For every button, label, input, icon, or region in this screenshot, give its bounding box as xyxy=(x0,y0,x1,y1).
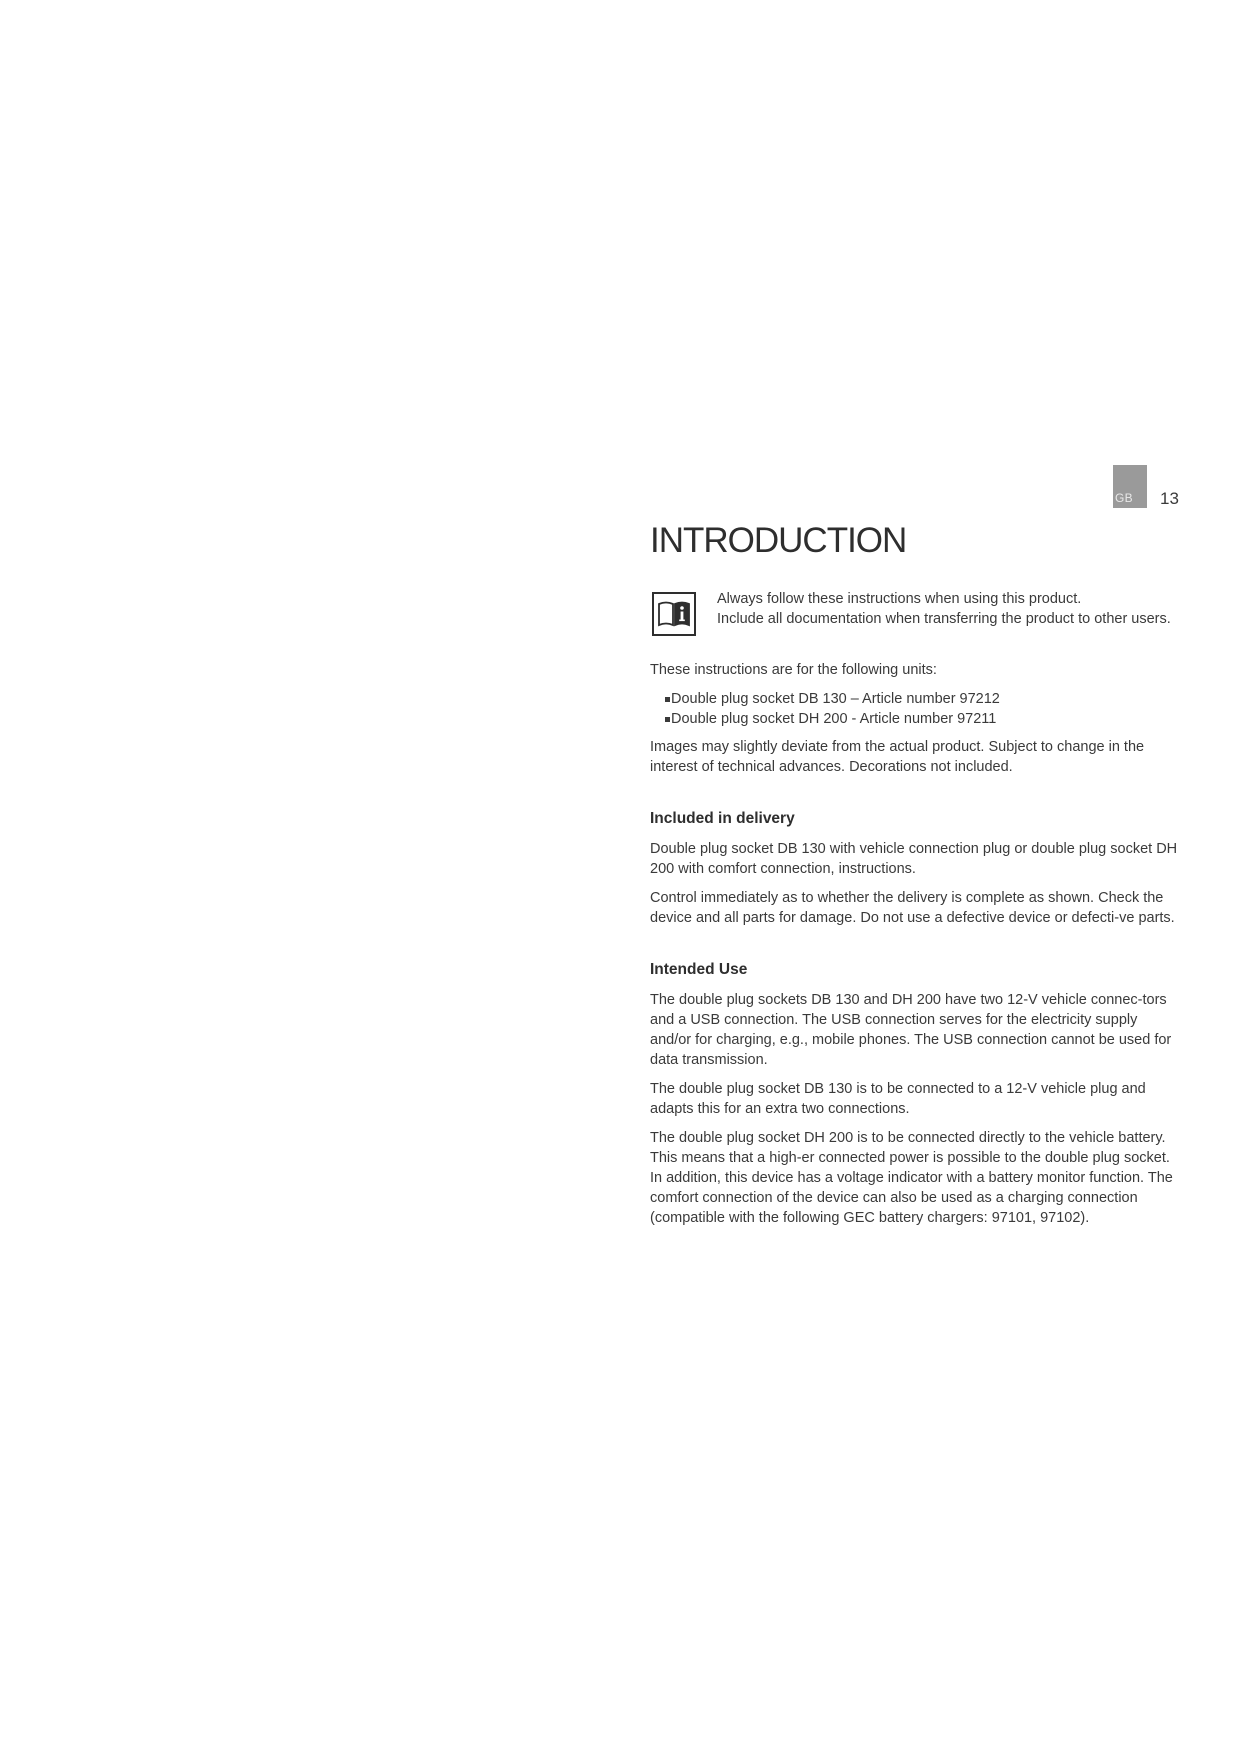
delivery-heading: Included in delivery xyxy=(650,810,795,827)
language-tab-label: GB xyxy=(1115,491,1133,505)
units-lead: These instructions are for the following units: xyxy=(650,662,937,678)
info-manual-icon xyxy=(652,592,696,636)
page-content xyxy=(650,520,1182,1237)
unit-item-text: Double plug socket DB 130 – Article number 97212 xyxy=(671,691,1000,707)
intended-use-paragraph-2: The double plug socket DB 130 is to be connected to a 12-V vehicle plug and adapts this for an extra two connections. xyxy=(650,1081,1146,1117)
bullet-icon xyxy=(665,717,670,722)
language-tab xyxy=(1113,465,1147,508)
intended-use-paragraph-3: The double plug socket DH 200 is to be connected directly to the vehicle battery. This means that a high-er connected power is possible to the double plug socket. In addition, this device has a voltage indicator with a battery monitor function. The comfort connection of the device can also be used as a charging connection (compatible with the following GEC battery chargers: 97101, 97102). xyxy=(650,1130,1173,1226)
units-list xyxy=(650,689,1182,729)
note-line-1: Always follow these instructions when using this product. xyxy=(717,591,1082,607)
intended-use-paragraph-1: The double plug sockets DB 130 and DH 200 have two 12-V vehicle connec-tors and a USB connection. The USB connection serves for the electricity supply and/or for charging, e.g., mobile phones. The USB connection cannot be used for data transmission. xyxy=(650,992,1172,1068)
intended-use-heading: Intended Use xyxy=(650,961,748,978)
disclaimer: Images may slightly deviate from the actual product. Subject to change in the interest of technical advances. Decorations not included. xyxy=(650,739,1145,775)
page-number: 13 xyxy=(1160,489,1179,508)
delivery-paragraph-2: Control immediately as to whether the delivery is complete as shown. Check the device and all parts for damage. Do not use a defective device or defecti-ve parts. xyxy=(650,890,1175,926)
instructions-note xyxy=(650,589,1182,649)
unit-item-text: Double plug socket DH 200 - Article number 97211 xyxy=(671,711,997,727)
page-title: INTRODUCTION xyxy=(650,521,907,560)
list-item xyxy=(666,709,1182,729)
bullet-icon xyxy=(665,697,670,702)
list-item xyxy=(666,689,1182,709)
delivery-paragraph-1: Double plug socket DB 130 with vehicle connection plug or double plug socket DH 200 with comfort connection, instructions. xyxy=(650,841,1178,877)
note-line-2: Include all documentation when transferring the product to other users. xyxy=(717,611,1171,627)
